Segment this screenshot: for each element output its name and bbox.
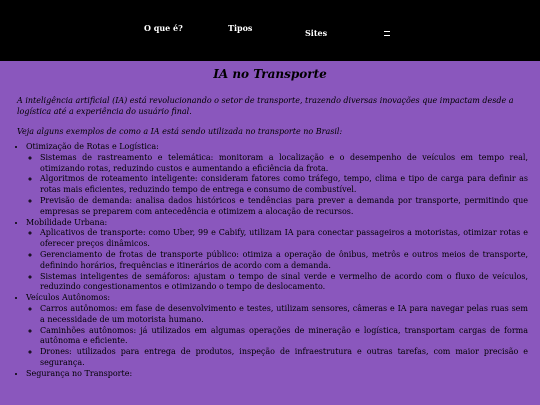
intro-paragraph: A inteligência artificial (IA) está revolucionando o setor de transporte, trazendo diversas inovações que impactam desde a logística até a experiência do usuário final. [17, 96, 514, 116]
topic-heading: Otimização de Rotas e Logística: [26, 142, 159, 151]
list-item: ◦ Caminhões autônomos: já utilizados em algumas operações de mineração e logística, transportam cargas de forma autônoma e eficiente. [40, 326, 528, 348]
topic-heading: Mobilidade Urbana: [26, 217, 108, 227]
list-item: ◦ Carros autônomos: em fase de desenvolvimento e testes, utilizam sensores, câmeras e IA para navegar pelas ruas sem a necessidade de um motorista humano. [40, 304, 528, 326]
list-item: ◦ Sistemas de rastreamento e telemática: monitoram a localização e o desempenho de veículos em tempo real, otimizando rotas, reduzindo custos e aumentando a eficiência da frota. [40, 153, 528, 175]
nav-link-tipos[interactable]: Tipos [228, 23, 253, 33]
topic-item-mobilidade [26, 218, 540, 294]
main-content [0, 61, 540, 405]
list-item: ◦ Drones: utilizados para entrega de produtos, inspeção de infraestrutura e outras tarefas, com maior precisão e segurança. [40, 347, 528, 369]
hamburger-icon[interactable] [384, 31, 390, 36]
list-item: ◦ Algoritmos de roteamento inteligente: consideram fatores como tráfego, tempo, clima e tipo de carga para definir as rotas mais eficientes, reduzindo tempo de entrega e consumo de combustível. [40, 174, 528, 196]
topic-item-rotas [26, 142, 540, 218]
list-item: ◦ Gerenciamento de frotas de transporte público: otimiza a operação de ônibus, metrôs e outros meios de transporte, definindo horários, frequências e itinerários de acordo com a demanda. [40, 250, 528, 272]
nav-link-sites[interactable]: Sites [305, 28, 328, 38]
lead-paragraph: Veja alguns exemplos de como a IA está sendo utilizada no transporte no Brasil: [17, 127, 343, 136]
list-item: ◦ Previsão de demanda: analisa dados históricos e tendências para prever a demanda por transporte, permitindo que empresas se preparem com antecedência e otimizem a alocação de recursos. [40, 196, 528, 218]
list-item: ◦ Aplicativos de transporte: como Uber, 99 e Cabify, utilizam IA para conectar passageiros a motoristas, otimizar rotas e oferecer preços dinâmicos. [40, 228, 528, 250]
nav-link-o-que-e[interactable]: O que é? [144, 23, 183, 33]
topic-item-veiculos [26, 293, 540, 369]
topic-item-seguranca [26, 369, 540, 380]
topic-heading: Veículos Autônomos: [26, 293, 111, 303]
topic-list [0, 142, 540, 380]
list-item: ◦ Sistemas inteligentes de semáforos: ajustam o tempo de sinal verde e vermelho de acordo com o fluxo de veículos, reduzindo congestionamentos e otimizando o tempo de deslocamento. [40, 272, 528, 294]
topic-heading: Segurança no Transporte: [26, 368, 133, 378]
top-nav-bar [0, 0, 540, 61]
page-title: IA no Transporte [213, 67, 327, 81]
